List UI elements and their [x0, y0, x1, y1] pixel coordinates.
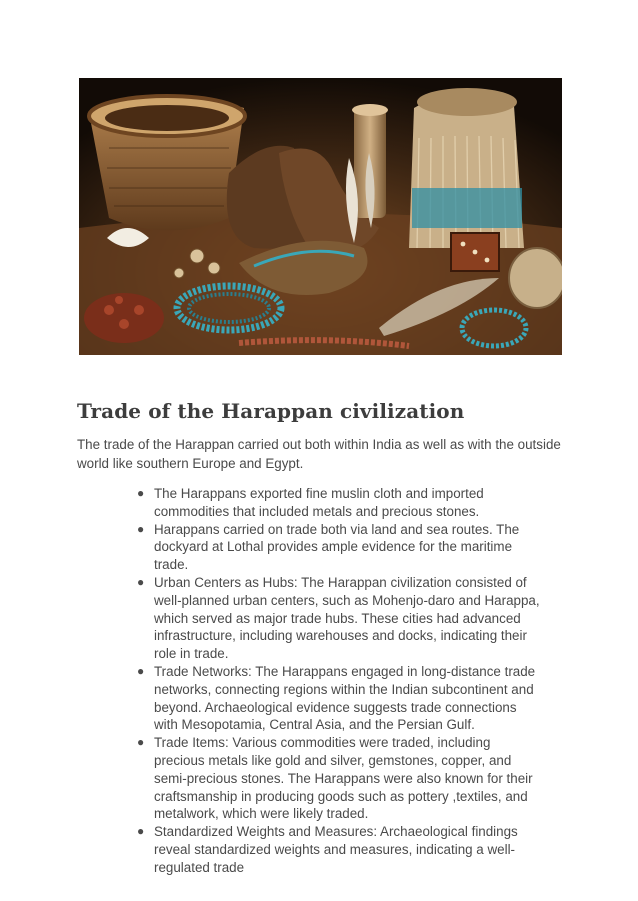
intro-paragraph: The trade of the Harappan carried out both within India as well as with the outside world like southern Europe and Egypt. — [77, 437, 561, 471]
list-item-text: Harappans carried on trade both via land and sea routes. The dockyard at Lothal provides ample evidence for the maritime trade. — [154, 521, 520, 573]
bullet-icon: ● — [137, 824, 145, 839]
list-item — [134, 734, 542, 823]
bullet-icon: ● — [137, 521, 145, 536]
list-item — [134, 485, 542, 521]
list-item-text: Trade Networks: The Harappans engaged in long-distance trade networks, connecting regions within the Indian subcontinent and beyond. Archaeological evidence suggests trade connections with Mesopotamia, Central Asia, and the Persian Gulf. — [154, 663, 536, 733]
list-item — [134, 823, 542, 876]
page-title: Trade of the Harappan civilization — [77, 399, 465, 423]
list-item — [134, 521, 542, 574]
bullet-icon: ● — [137, 574, 145, 589]
bullet-icon: ● — [137, 663, 145, 678]
list-item-text: Standardized Weights and Measures: Archaeological findings reveal standardized weights and measures, indicating a well-regulated trade — [154, 824, 518, 875]
list-item-text: Trade Items: Various commodities were traded, including precious metals like gold and silver, gemstones, copper, and semi-precious stones. The Harappans were also known for their craftsmanship in producing goods such as pottery ,textiles, and metalwork, which were likely traded. — [154, 735, 533, 822]
list-item — [134, 663, 542, 734]
artifacts-illustration — [79, 78, 562, 355]
bullet-icon: ● — [137, 735, 145, 750]
trade-facts-list — [134, 485, 542, 877]
bullet-icon: ● — [137, 486, 145, 500]
artifacts-photo — [79, 78, 562, 355]
list-item-text: The Harappans exported fine muslin cloth and imported commodities that included metals and precious stones. — [154, 486, 484, 519]
list-item — [134, 574, 542, 663]
list-item-text: Urban Centers as Hubs: The Harappan civilization consisted of well-planned urban centers, such as Mohenjo-daro and Harappa, which served as major trade hubs. These cities had advanced infrastructure, including warehouses and docks, indicating their role in trade. — [154, 574, 540, 662]
